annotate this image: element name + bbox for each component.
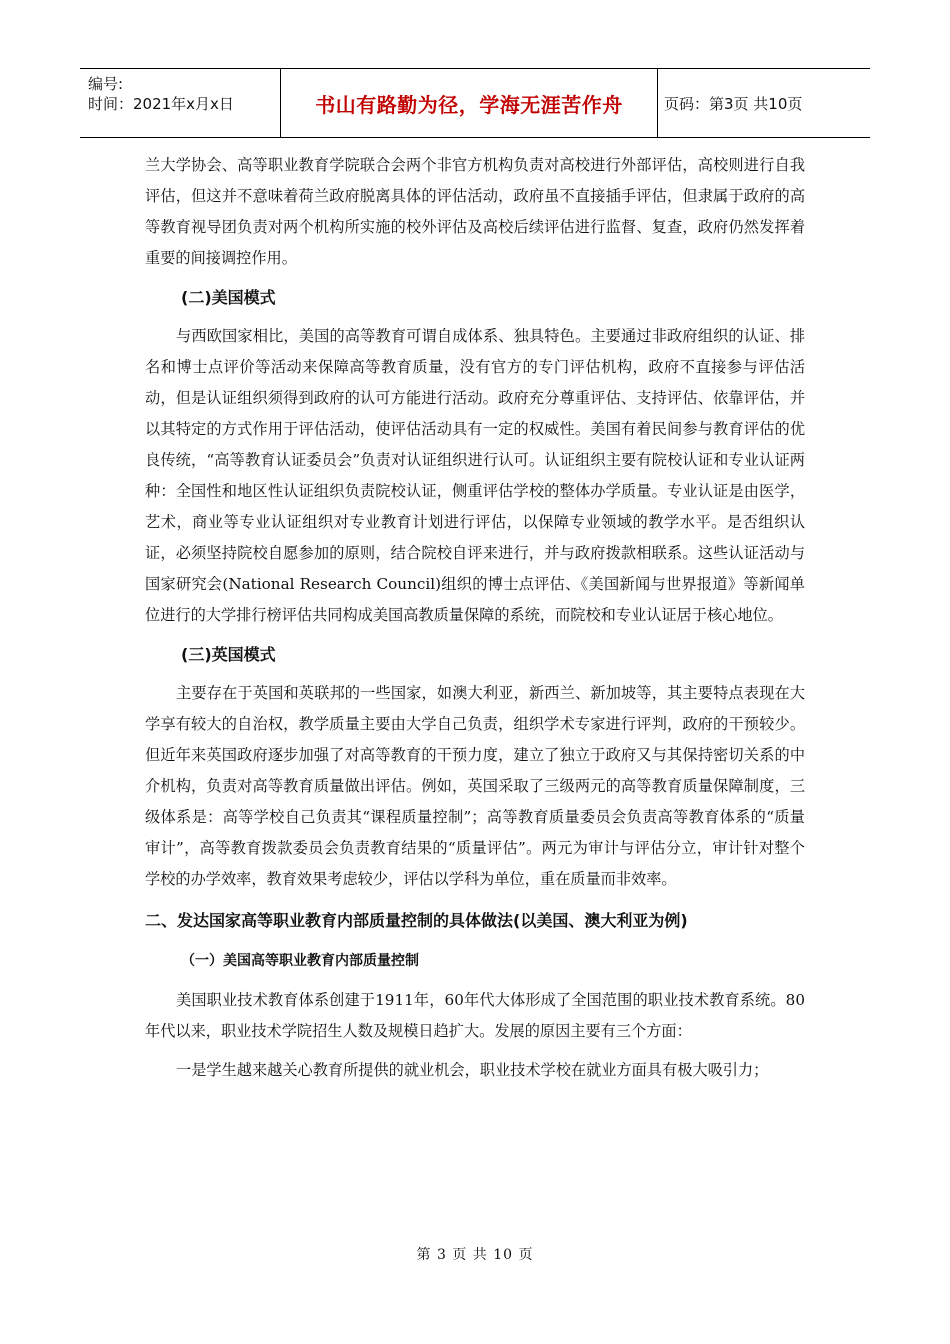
paragraph-netherlands-cont: 兰大学协会、高等职业教育学院联合会两个非官方机构负责对高校进行外部评估，高校则进行自我评估，但这并不意味着荷兰政府脱离具体的评估活动，政府虽不直接插手评估，但隶属于政府的高等教育视导团负责对两个机构所实施的校外评估及高校后续评估进行监督、复查，政府仍然发挥着重要的间接调控作用。 (145, 156, 805, 267)
header-page-info: 页码：第3页 共10页 (664, 94, 803, 113)
paragraph-us-model: 与西欧国家相比，美国的高等教育可谓自成体系、独具特色。主要通过非政府组织的认证、排名和博士点评价等活动来保障高等教育质量，没有官方的专门评估机构，政府不直接参与评估活动，但是认证组织须得到政府的认可方能进行活动。政府充分尊重评估、支持评估、依靠评估，并以其特定的方式作用于评估活动，使评估活动具有一定的权威性。美国有着民间参与教育评估的优良传统，“高等教育认证委员会”负责对认证组织进行认可。认证组织主要有院校认证和专业认证两种：全国性和地区性认证组织负责院校认证，侧重评估学校的整体办学质量。专业认证是由医学，艺术，商业等专业认证组织对专业教育计划进行评估，以保障专业领域的教学水平。是否组织认证，必须坚持院校自愿参加的原则，结合院校自评来进行，并与政府拨款相联系。这些认证活动与国家研究会(National Research Council)组织的博士点评估、《美国新闻与世界报道》等新闻单位进行的大学排行榜评估共同构成美国高教质量保障的系统，而院校和专业认证居于核心地位。 (145, 327, 805, 624)
heading-uk-model: (三)英国模式 (181, 645, 276, 664)
header-motto: 书山有路勤为径，学海无涯苦作舟 (281, 69, 658, 137)
page-footer: 第 3 页 共 10 页 (416, 1247, 534, 1263)
number-label: 编号: (88, 75, 124, 93)
heading-section-two: 二、发达国家高等职业教育内部质量控制的具体做法(以美国、澳大利亚为例) (145, 911, 688, 930)
date-line: 时间：2021年x月x日 (88, 95, 234, 113)
paragraph-reason-one: 一是学生越来越关心教育所提供的就业机会，职业技术学校在就业方面具有极大吸引力； (176, 1061, 769, 1079)
document-body (145, 150, 805, 1086)
header-meta-cell (80, 69, 281, 137)
heading-us-internal-quality: （一）美国高等职业教育内部质量控制 (181, 953, 419, 969)
heading-us-model: (二)美国模式 (181, 288, 276, 307)
paragraph-us-vocational-history: 美国职业技术教育体系创建于1911年，60年代大体形成了全国范围的职业技术教育系统。80年代以来，职业技术学院招生人数及规模日趋扩大。发展的原因主要有三个方面： (145, 991, 805, 1040)
page-header (80, 68, 870, 138)
paragraph-uk-model: 主要存在于英国和英联邦的一些国家，如澳大利亚，新西兰、新加坡等，其主要特点表现在大学享有较大的自治权，教学质量主要由大学自己负责，组织学术专家进行评判，政府的干预较少。但近年来英国政府逐步加强了对高等教育的干预力度，建立了独立于政府又与其保持密切关系的中介机构，负责对高等教育质量做出评估。例如，英国采取了三级两元的高等教育质量保障制度，三级体系是：高等学校自己负责其“课程质量控制”；高等教育质量委员会负责高等教育体系的“质量审计”，高等教育拨款委员会负责教育结果的“质量评估”。两元为审计与评估分立，审计针对整个学校的办学效率，教育效果考虑较少，评估以学科为单位，重在质量而非效率。 (145, 684, 805, 888)
